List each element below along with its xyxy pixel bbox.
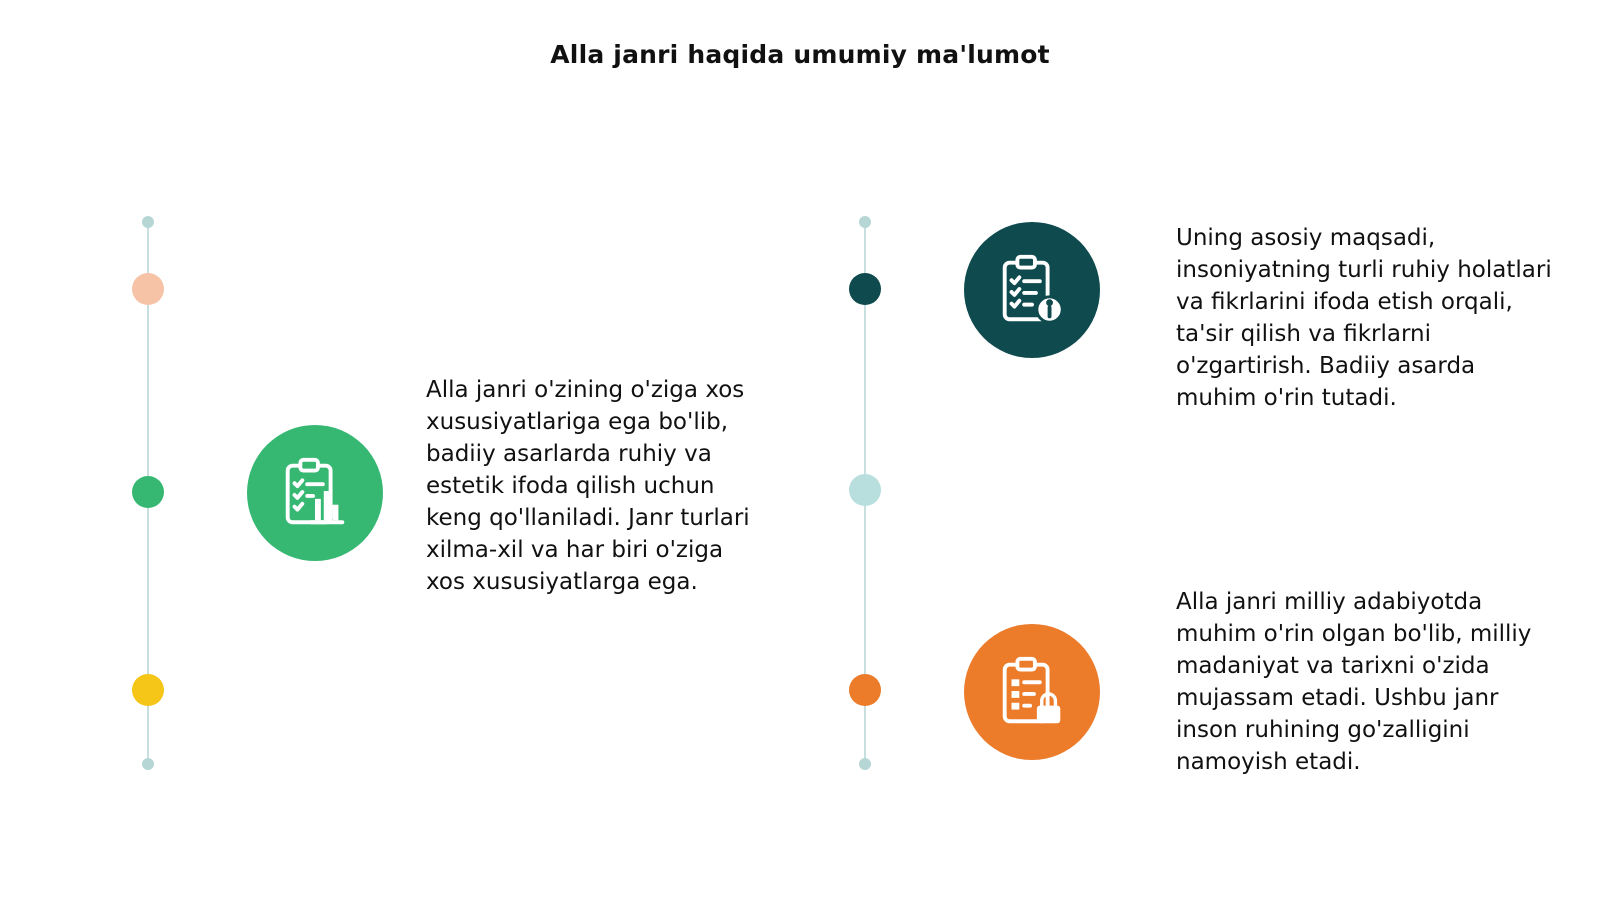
timeline-dot-green (132, 476, 164, 508)
item-text-1: Alla janri o'zining o'ziga xos xususiyatlariga ega bo'lib, badiiy asarlarda ruhiy va estetik ifoda qilish uchun keng qo'llaniladi. Janr turlari xilma-xil va har biri o'ziga xos xususiyatlarga ega. (426, 377, 750, 595)
timeline-dot-peach (132, 273, 164, 305)
timeline-right (845, 0, 885, 900)
timeline-cap-bottom (142, 758, 154, 770)
timeline-left (128, 0, 168, 900)
timeline-cap-top (142, 216, 154, 228)
timeline-dot-teal (849, 273, 881, 305)
clipboard-lock-icon (964, 624, 1100, 760)
item-text-2: Uning asosiy maqsadi, insoniyatning turli ruhiy holatlari va fikrlarini ifoda etish orqali, ta'sir qilish va fikrlarni o'zgartirish. Badiiy asarda muhim o'rin tutadi. (1176, 225, 1552, 411)
clipboard-chart-icon (247, 425, 383, 561)
timeline-dot-orange (849, 674, 881, 706)
timeline-cap-top (859, 216, 871, 228)
clipboard-info-icon (964, 222, 1100, 358)
timeline-cap-bottom (859, 758, 871, 770)
page-title: Alla janri haqida umumiy ma'lumot (550, 40, 1050, 69)
item-text-3: Alla janri milliy adabiyotda muhim o'rin olgan bo'lib, milliy madaniyat va tarixni o'zida mujassam etadi. Ushbu janr inson ruhining go'zalligini namoyish etadi. (1176, 589, 1532, 775)
timeline-dot-yellow (132, 674, 164, 706)
timeline-dot-mint (849, 474, 881, 506)
